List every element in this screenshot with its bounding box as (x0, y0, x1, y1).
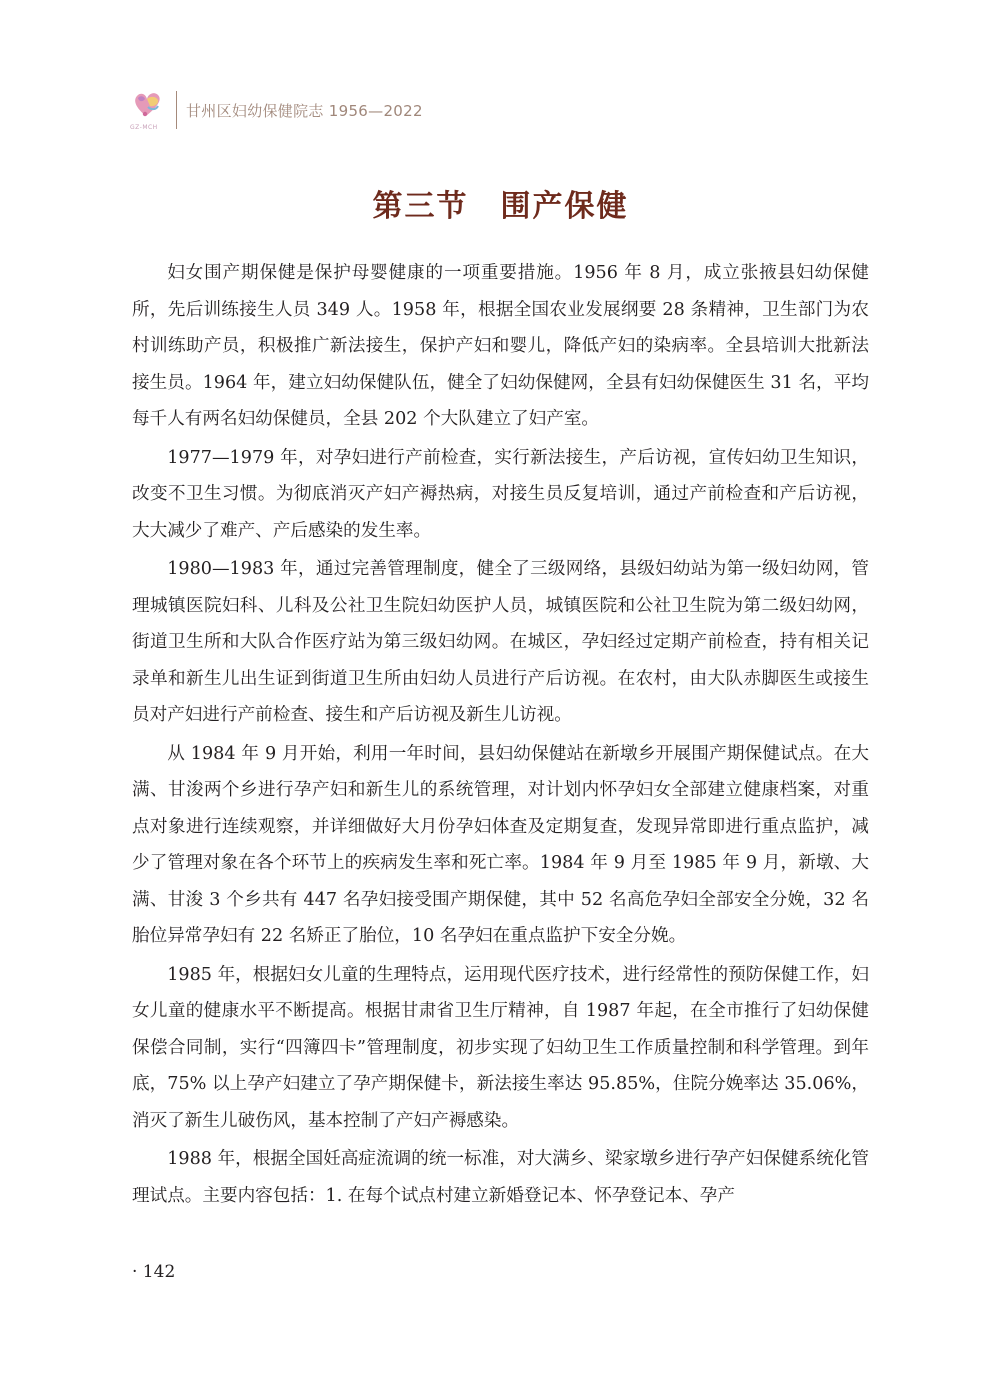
paragraph: 1985 年，根据妇女儿童的生理特点，运用现代医疗技术，进行经常性的预防保健工作，妇女儿童的健康水平不断提高。根据甘肃省卫生厅精神，自 1987 年起，在全市推行了妇幼保健保偿合同制，实行“四簿四卡”管理制度，初步实现了妇幼卫生工作质量控制和科学管理。到年底，75% 以上孕产妇建立了孕产期保健卡，新法接生率达 95.85%，住院分娩率达 35.06%，消灭了新生儿破伤风，基本控制了产妇产褥感染。 (132, 964, 869, 1131)
paragraph: 1988 年，根据全国妊高症流调的统一标准，对大满乡、梁家墩乡进行孕产妇保健系统化管理试点。主要内容包括：1. 在每个试点村建立新婚登记本、怀孕登记本、孕产 (132, 1149, 869, 1206)
paragraph: 从 1984 年 9 月开始，利用一年时间，县妇幼保健站在新墩乡开展围产期保健试点。在大满、甘浚两个乡进行孕产妇和新生儿的系统管理，对计划内怀孕妇女全部建立健康档案，对重点对象进行连续观察，并详细做好大月份孕妇体查及定期复查，发现异常即进行重点监护，减少了管理对象在各个环节上的疾病发生率和死亡率。1984 年 9 月至 1985 年 9 月，新墩、大满、甘浚 3 个乡共有 447 名孕妇接受围产期保健，其中 52 名高危孕妇全部安全分娩，32 名胎位异常孕妇有 22 名矫正了胎位，10 名孕妇在重点监护下安全分娩。 (132, 743, 869, 946)
paragraph: 妇女围产期保健是保护母婴健康的一项重要措施。1956 年 8 月，成立张掖县妇幼保健所，先后训练接生人员 349 人。1958 年，根据全国农业发展纲要 28 条精神，卫生部门为农村训练助产员，积极推广新法接生，保护产妇和婴儿，降低产妇的染病率。全县培训大批新法接生员。1964 年，建立妇幼保健队伍，健全了妇幼保健网，全县有妇幼保健医生 31 名，平均每千人有两名妇幼保健员，全县 202 个大队建立了妇产室。 (132, 263, 869, 429)
running-header (128, 86, 423, 134)
logo-caption: GZ-MCH (130, 124, 158, 131)
header-title: 甘州区妇幼保健院志 1956—2022 (186, 101, 423, 120)
paragraph: 1980—1983 年，通过完善管理制度，健全了三级网络，县级妇幼站为第一级妇幼网，管理城镇医院妇科、儿科及公社卫生院妇幼医护人员，城镇医院和公社卫生院为第二级妇幼网，街道卫生所和大队合作医疗站为第三级妇幼网。在城区，孕妇经过定期产前检查，持有相关记录单和新生儿出生证到街道卫生所由妇幼人员进行产后访视。在农村，由大队赤脚医生或接生员对产妇进行产前检查、接生和产后访视及新生儿访视。 (132, 559, 869, 725)
heart-flower-icon (128, 86, 168, 126)
header-divider (176, 91, 177, 129)
paragraph: 1977—1979 年，对孕妇进行产前检查，实行新法接生，产后访视，宣传妇幼卫生知识，改变不卫生习惯。为彻底消灭产妇产褥热病，对接生员反复培训，通过产前检查和产后访视，大大减少了难产、产后感染的发生率。 (132, 447, 869, 541)
logo (128, 86, 168, 134)
body-text (132, 255, 869, 1216)
page-number: · 142 (132, 1262, 176, 1282)
section-title: 第三节 围产保健 (372, 189, 629, 224)
